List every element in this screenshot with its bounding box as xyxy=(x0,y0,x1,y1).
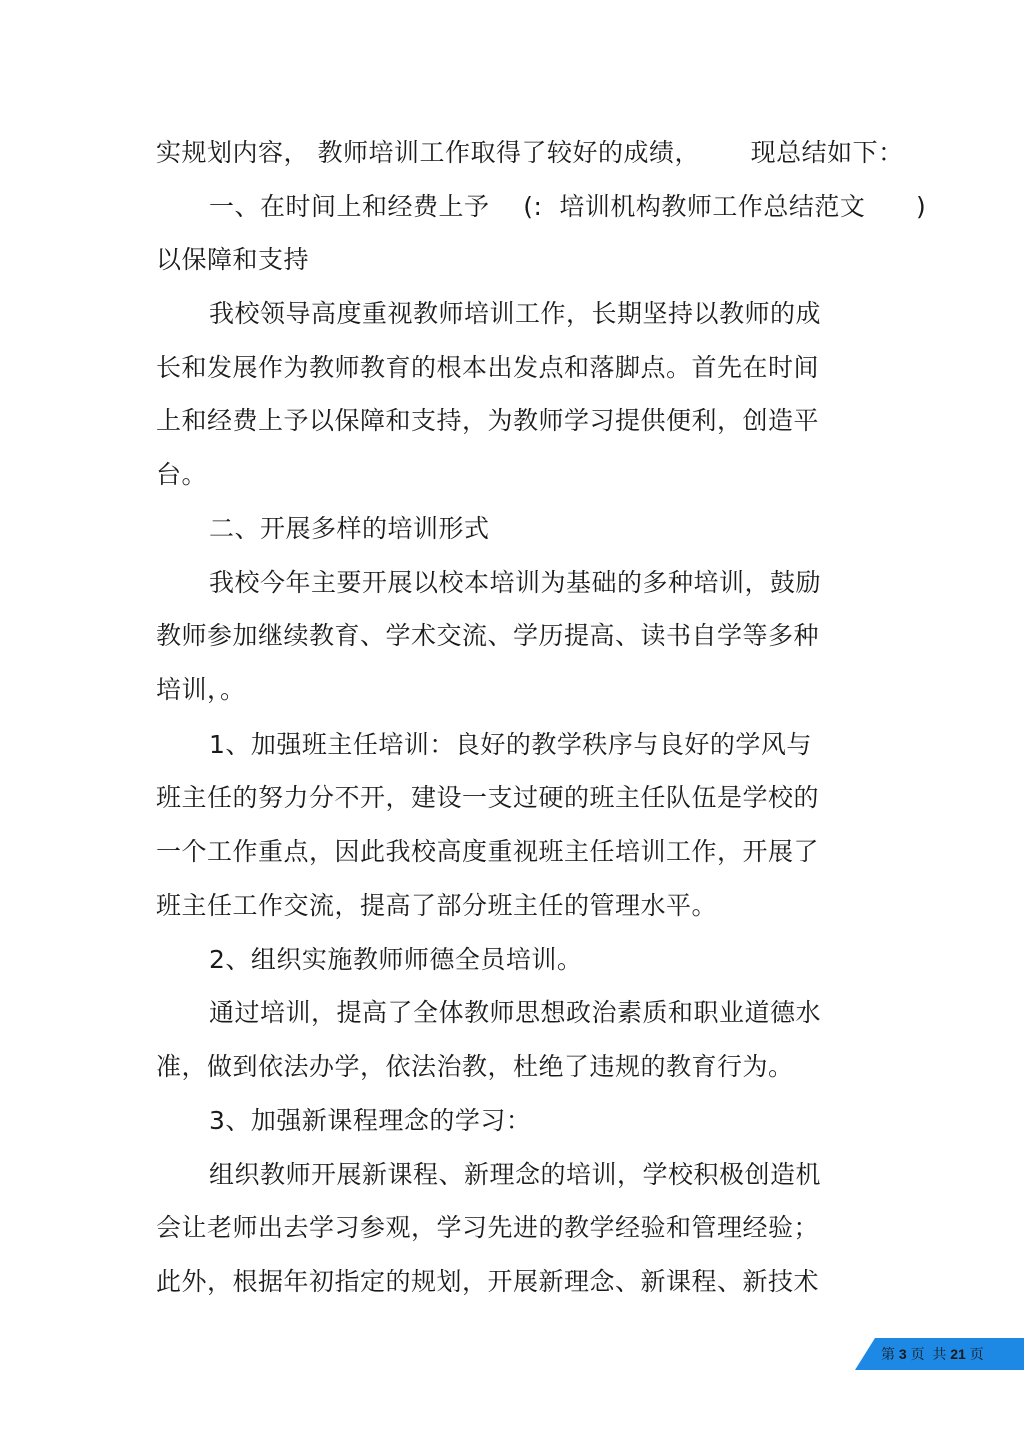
paragraph-line: 会让老师出去学习参观，学习先进的教学经验和管理经验； xyxy=(156,1213,820,1242)
total-pages-number: 21 xyxy=(950,1346,966,1362)
heading-section-1: 一、在时间上和经费上予 (: 培训机构教师工作总结范文 ) xyxy=(209,192,927,221)
text-line-1: 实规划内容， 教师培训工作取得了较好的成绩， 现总结如下： xyxy=(156,138,904,167)
paragraph-line: 上和经费上予以保障和支持，为教师学习提供便利，创造平 xyxy=(156,406,820,435)
paragraph-line: 培训，。 xyxy=(156,675,246,704)
paragraph-line: 准，做到依法办学，依法治教，杜绝了违规的教育行为。 xyxy=(156,1052,794,1081)
page-prefix: 第 xyxy=(881,1346,899,1362)
paragraph-line: 班主任工作交流，提高了部分班主任的管理水平。 xyxy=(156,891,718,920)
current-page-number: 3 xyxy=(898,1346,907,1362)
paragraph-line: 1、加强班主任培训：良好的教学秩序与良好的学风与 xyxy=(209,730,812,759)
page-middle: 页 共 xyxy=(906,1346,951,1362)
paragraph-line: 我校领导高度重视教师培训工作，长期坚持以教师的成 xyxy=(209,299,822,328)
paragraph-line: 一个工作重点，因此我校高度重视班主任培训工作，开展了 xyxy=(156,837,820,866)
paragraph-line: 组织教师开展新课程、新理念的培训，学校积极创造机 xyxy=(209,1160,822,1189)
paragraph-line: 教师参加继续教育、学术交流、学历提高、读书自学等多种 xyxy=(156,621,820,650)
paragraph-line: 2、组织实施教师师德全员培训。 xyxy=(209,945,583,974)
paragraph-line: 3、加强新课程理念的学习： xyxy=(209,1106,532,1135)
page-indicator xyxy=(881,1338,984,1370)
paragraph-line: 通过培训，提高了全体教师思想政治素质和职业道德水 xyxy=(209,998,822,1027)
paragraph-line: 我校今年主要开展以校本培训为基础的多种培训，鼓励 xyxy=(209,568,822,597)
paragraph-line: 此外，根据年初指定的规划，开展新理念、新课程、新技术 xyxy=(156,1267,820,1296)
page-suffix: 页 xyxy=(965,1346,984,1362)
paragraph-line: 台。 xyxy=(156,460,208,489)
heading-section-2: 二、开展多样的培训形式 xyxy=(209,514,490,543)
page-number-footer xyxy=(855,1338,1024,1370)
paragraph-line: 班主任的努力分不开，建设一支过硬的班主任队伍是学校的 xyxy=(156,783,820,812)
text-line-3: 以保障和支持 xyxy=(156,245,310,274)
paragraph-line: 长和发展作为教师教育的根本出发点和落脚点。首先在时间 xyxy=(156,353,820,382)
